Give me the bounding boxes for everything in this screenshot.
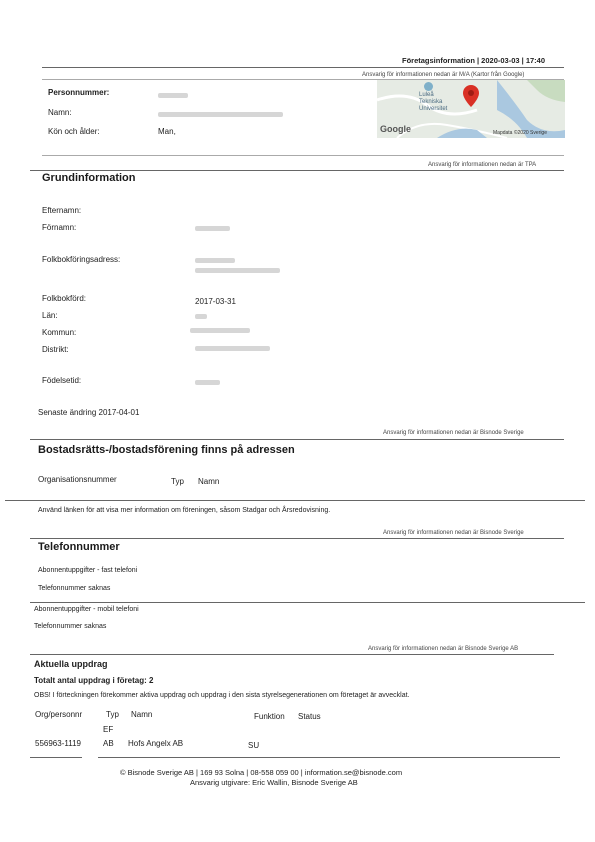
kon-value: Man,	[158, 127, 176, 136]
footer-line-2: Ansvarig utgivare: Eric Wallin, Bisnode Sverige AB	[190, 778, 358, 787]
table-row-typ: EF	[103, 725, 114, 734]
distrikt-label: Distrikt:	[42, 345, 69, 354]
google-logo: Google	[380, 124, 411, 134]
col-organisationsnummer: Organisationsnummer	[38, 475, 117, 484]
folkbokford-value: 2017-03-31	[195, 297, 236, 306]
section-credit: Ansvarig för informationen nedan är Bisnode Sverige AB	[368, 646, 519, 652]
divider	[98, 757, 560, 758]
col-namn: Namn	[131, 710, 153, 719]
section-credit: Ansvarig för informationen nedan är Bisnode Sverige	[383, 430, 524, 436]
personnummer-label: Personnummer:	[48, 88, 110, 97]
footer-line-1: © Bisnode Sverige AB | 169 93 Solna | 08-558 059 00 | information.se@bisnode.com	[120, 768, 403, 777]
mobile-phone-label: Abonnentuppgifter - mobil telefoni	[34, 606, 139, 613]
table-row-orgnr: 556963-1119	[35, 739, 81, 748]
map-copyright: Mapdata ©2020 Sverige	[493, 130, 547, 136]
col-typ: Typ	[106, 710, 119, 719]
map-label: Luleå	[419, 92, 434, 98]
divider	[30, 170, 564, 171]
map-label: Universitet	[419, 106, 448, 112]
map-pin-icon	[463, 85, 479, 107]
redacted-value	[190, 328, 250, 333]
col-orgnr: Org/personnr	[35, 710, 83, 719]
divider	[30, 602, 585, 603]
col-status: Status	[298, 712, 321, 721]
divider	[30, 439, 564, 440]
divider	[30, 757, 82, 758]
table-row-typ: AB	[103, 739, 114, 748]
col-namn: Namn	[198, 477, 220, 486]
report-title: Företagsinformation | 2020-03-03 | 17:40	[402, 56, 545, 65]
divider	[30, 654, 554, 655]
section-title: Telefonnummer	[38, 541, 120, 553]
table-row-funktion: SU	[248, 741, 260, 750]
fodelsetid-label: Födelsetid:	[42, 376, 82, 385]
fornamn-label: Förnamn:	[42, 223, 77, 232]
map-credit: Ansvarig för informationen nedan är M/A (Kartor från Google)	[362, 72, 525, 78]
divider	[30, 538, 564, 539]
section-credit: Ansvarig för informationen nedan är TPA	[428, 162, 537, 168]
section-credit: Ansvarig för informationen nedan är Bisnode Sverige	[383, 530, 524, 536]
section-title: Grundinformation	[42, 172, 136, 184]
redacted-value	[195, 268, 280, 273]
redacted-value	[195, 226, 230, 231]
location-map[interactable]	[377, 80, 565, 138]
lan-label: Län:	[42, 311, 58, 320]
map-poi-icon	[424, 82, 433, 91]
folkbokforingsadress-label: Folkbokföringsadress:	[42, 255, 121, 264]
table-row-namn[interactable]: Hofs Angelx AB	[128, 739, 184, 748]
fixed-phone-label: Abonnentuppgifter - fast telefoni	[38, 567, 138, 574]
redacted-value	[195, 346, 270, 351]
fixed-phone-value: Telefonnummer saknas	[38, 585, 111, 592]
section-title: Aktuella uppdrag	[34, 659, 108, 669]
total-assignments: Totalt antal uppdrag i företag: 2	[34, 676, 154, 685]
namn-label: Namn:	[48, 108, 72, 117]
col-typ: Typ	[171, 477, 184, 486]
kommun-label: Kommun:	[42, 328, 77, 337]
redacted-value	[158, 93, 188, 98]
divider	[5, 500, 585, 501]
redacted-value	[158, 112, 283, 117]
col-funktion: Funktion	[254, 712, 285, 721]
association-info[interactable]: Använd länken för att visa mer information om föreningen, såsom Stadgar och Årsredovisning.	[38, 507, 331, 514]
folkbokford-label: Folkbokförd:	[42, 294, 87, 303]
redacted-value	[195, 258, 235, 263]
section-title: Bostadsrätts-/bostadsförening finns på adressen	[38, 444, 295, 456]
assignments-note: OBS! I förteckningen förekommer aktiva uppdrag och uppdrag i den sista styrelsegenerationen om företaget är avvecklat.	[34, 692, 410, 699]
divider	[42, 155, 564, 156]
redacted-value	[195, 380, 220, 385]
last-change: Senaste ändring 2017-04-01	[38, 408, 140, 417]
mobile-phone-value: Telefonnummer saknas	[34, 623, 107, 630]
divider	[42, 67, 564, 68]
map-label: Tekniska	[419, 99, 443, 105]
efternamn-label: Efternamn:	[42, 206, 82, 215]
kon-label: Kön och ålder:	[48, 127, 100, 136]
redacted-value	[195, 314, 207, 319]
